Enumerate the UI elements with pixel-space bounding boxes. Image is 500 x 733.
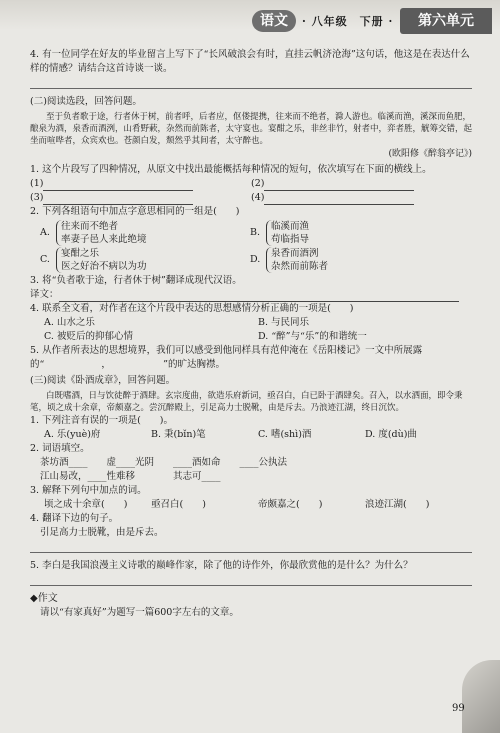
- page-content: [30, 48, 472, 620]
- s2-question-2: 2. 下列各组语句中加点字意思相同的一组是( ): [30, 206, 240, 217]
- answer-line: [30, 78, 472, 89]
- page-number: 99: [452, 703, 465, 714]
- blank-2[interactable]: [264, 180, 414, 191]
- s3-q3-item-2: 亟召白( ): [151, 499, 206, 510]
- option-b[interactable]: [250, 220, 450, 246]
- blank-3[interactable]: [43, 194, 193, 205]
- s3-q2-row2: 江山易改，____性难移 其志可____: [40, 471, 221, 482]
- option-d-label: D.: [250, 254, 261, 265]
- unit-badge: 第六单元: [400, 8, 492, 34]
- section3-title: (三)阅读《卧酒成章》，回答问题。: [30, 375, 176, 386]
- s3-q3-item-1: 顷之成十余章( ): [44, 499, 128, 510]
- s3-question-2: 2. 词语填空。: [30, 443, 90, 454]
- s3-q1-option-c[interactable]: C. 嗜(shì)酒: [258, 429, 312, 440]
- option-b-line2: 苟临指导: [271, 234, 310, 245]
- s3-q4-sentence: 引足高力士脱靴，由是斥去。: [40, 527, 164, 538]
- section2-title: (二)阅读选段，回答问题。: [30, 96, 142, 107]
- s3-q3-items: [30, 498, 472, 512]
- option-a-label: A.: [40, 227, 50, 238]
- option-c[interactable]: [40, 247, 240, 273]
- s2-q2-options: [30, 219, 472, 274]
- option-d-line1: 泉香而酒洌: [271, 248, 319, 259]
- blank-label-4: (4): [251, 192, 265, 203]
- s2-q1-blanks-row1: [30, 177, 472, 191]
- s2-question-3: 3. 将“负者歌于途，行者休于树”翻译成现代汉语。: [30, 275, 242, 286]
- grade-label: · 八年级 下册 ·: [302, 15, 394, 28]
- s3-question-5: 5. 李白是我国浪漫主义诗歌的巅峰作家，除了他的诗作外，你最欣赏他的是什么？为什么？: [30, 560, 413, 571]
- s2-question-1: 1. 这个片段写了四种情况，从原文中找出最能概括每种情况的短句，依次填写在下面的横线上。: [30, 164, 432, 175]
- page-corner-decoration: [462, 660, 500, 733]
- s2-q3-answer: [30, 288, 472, 302]
- question-4-top: 4. 有一位同学在好友的毕业留言上写下了“长风破浪会有时，直挂云帆济沧海”这句话，他这是在表达什么样的情感？请结合这首诗谈一谈。: [30, 49, 470, 74]
- translation-line[interactable]: [59, 291, 459, 302]
- option-b-line1: 临溪而渔: [271, 221, 310, 232]
- option-a-line1: 往来而不绝者: [61, 221, 119, 232]
- option-d-line2: 杂然而前陈者: [271, 261, 329, 272]
- blank-label-3: (3): [30, 192, 44, 203]
- blank-label-2: (2): [251, 178, 265, 189]
- s3-q1-option-d[interactable]: D. 度(dù)曲: [365, 429, 417, 440]
- subject-badge: 语文: [252, 10, 296, 32]
- composition-prompt: 请以“有家真好”为题写一篇600字左右的文章。: [40, 607, 239, 618]
- s2-question-5: 5. 从作者所表达的思想境界，我们可以感受到他同样具有范仲淹在《岳阳楼记》一文中所展露的“ ， ”的旷达胸襟。: [30, 345, 423, 370]
- section3-passage: 白既嗜酒，日与饮徒醉于酒肆。玄宗度曲，欲造乐府新词，亟召白，白已卧于酒肆矣。召入，以水洒面，即令秉笔，顷之成十余章，帝颇嘉之。尝沉醉殿上，引足高力士脱靴，由是斥去。乃浪迹江湖，终日沉饮。: [30, 391, 463, 413]
- translation-label: 译文：: [30, 289, 59, 300]
- option-d[interactable]: [250, 247, 450, 273]
- composition-title: ◆作文: [30, 593, 58, 604]
- s2-q4-option-b[interactable]: B. 与民同乐: [258, 317, 310, 328]
- blank-label-1: (1): [30, 178, 44, 189]
- s2-q1-blanks-row2: [30, 191, 472, 205]
- option-c-line2: 医之好治不病以为功: [61, 261, 147, 272]
- s2-q4-options: [30, 316, 472, 344]
- s3-q4-answer-line[interactable]: [30, 542, 472, 553]
- s2-question-4: 4. 联系全文看，对作者在这个片段中表达的思想感情分析正确的一项是( ): [30, 303, 354, 314]
- s3-q1-option-a[interactable]: A. 乐(yuè)府: [44, 429, 101, 440]
- s3-question-4: 4. 翻译下边的句子。: [30, 513, 119, 524]
- s3-q1-option-b[interactable]: B. 秉(bǐn)笔: [151, 429, 206, 440]
- s3-question-3: 3. 解释下列句中加点的词。: [30, 485, 147, 496]
- s3-question-1: 1. 下列注音有误的一项是( )。: [30, 415, 173, 426]
- s2-q4-option-d[interactable]: D. “醉”与“乐”的和谐统一: [258, 331, 367, 342]
- s3-q5-answer-line[interactable]: [30, 575, 472, 586]
- option-a[interactable]: [40, 220, 240, 246]
- section2-source: (欧阳修《醉翁亭记》): [388, 149, 472, 159]
- section2-passage: 至于负者歌于途，行者休于树，前者呼，后者应，伛偻提携，往来而不绝者，滁人游也。临溪而渔，溪深而鱼肥，酿泉为酒，泉香而酒洌，山肴野蔌，杂然而前陈者，太守宴也。宴酣之乐，非丝非竹，射者中，弈者胜，觥筹交错，起坐而喧哗者，众宾欢也。苍颜白发，颓然乎其间者，太守醉也。: [30, 112, 473, 146]
- option-c-line1: 宴酣之乐: [61, 248, 100, 259]
- blank-4[interactable]: [264, 194, 414, 205]
- page-header: [0, 0, 500, 44]
- option-b-label: B.: [250, 227, 261, 238]
- s3-q1-options: [30, 428, 472, 442]
- s2-q4-option-c[interactable]: C. 被贬后的抑郁心情: [44, 331, 133, 342]
- blank-1[interactable]: [43, 180, 193, 191]
- s2-q4-option-a[interactable]: A. 山水之乐: [44, 317, 95, 328]
- s3-q3-item-4: 浪迹江湖( ): [365, 499, 430, 510]
- option-a-line2: 率妻子邑人来此绝境: [61, 234, 147, 245]
- composition-block: [30, 592, 472, 620]
- s3-q2-row1: 茶坊酒____ 虚____光阴 ____酒如命 ____公执法: [40, 457, 288, 468]
- s3-q3-item-3: 帝颇嘉之( ): [258, 499, 323, 510]
- option-c-label: C.: [40, 254, 50, 265]
